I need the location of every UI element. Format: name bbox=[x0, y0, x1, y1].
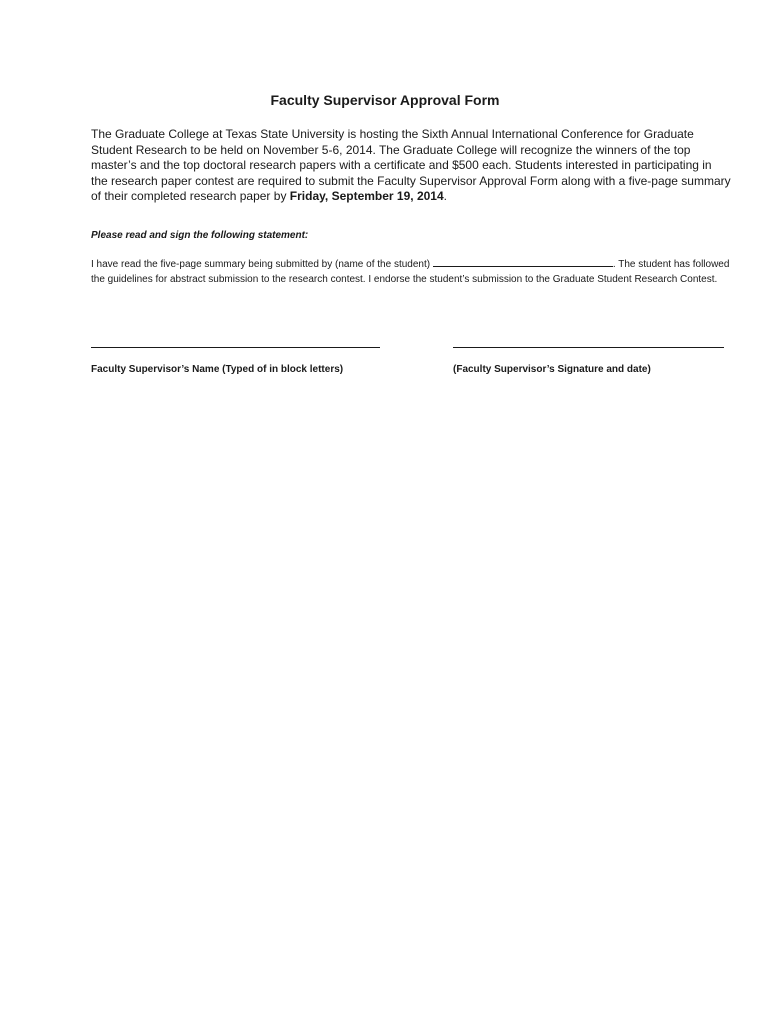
endorsement-statement bbox=[91, 256, 731, 287]
intro-paragraph bbox=[91, 127, 731, 205]
supervisor-name-label: Faculty Supervisor’s Name (Typed of in block letters) bbox=[91, 364, 344, 375]
supervisor-signature-line[interactable] bbox=[453, 347, 724, 348]
supervisor-signature-label: (Faculty Supervisor’s Signature and date) bbox=[453, 364, 651, 375]
sign-prompt: Please read and sign the following statement: bbox=[91, 230, 309, 241]
form-title: Faculty Supervisor Approval Form bbox=[270, 92, 500, 108]
statement-part-2: . The student has followed the guidelines for abstract submission to the research contest. I endorse the student’s submission to the Graduate Student Research Contest. bbox=[91, 259, 730, 285]
student-name-blank[interactable] bbox=[433, 256, 613, 267]
statement-part-1: I have read the five-page summary being submitted by (name of the student) bbox=[91, 259, 433, 270]
supervisor-name-line[interactable] bbox=[91, 347, 380, 348]
deadline-date: Friday, September 19, 2014 bbox=[289, 189, 444, 204]
intro-end: . bbox=[443, 189, 447, 204]
intro-text: The Graduate College at Texas State University is hosting the Sixth Annual International Conference for Graduate Student Research to be held on November 5-6, 2014. The Graduate College will recognize the winners of the top master’s and the top doctoral research papers with a certificate and $500 each. Students interested in participating in the research paper contest are required to submit the Faculty Supervisor Approval Form along with a five-page summary of their completed research paper by bbox=[91, 127, 731, 204]
